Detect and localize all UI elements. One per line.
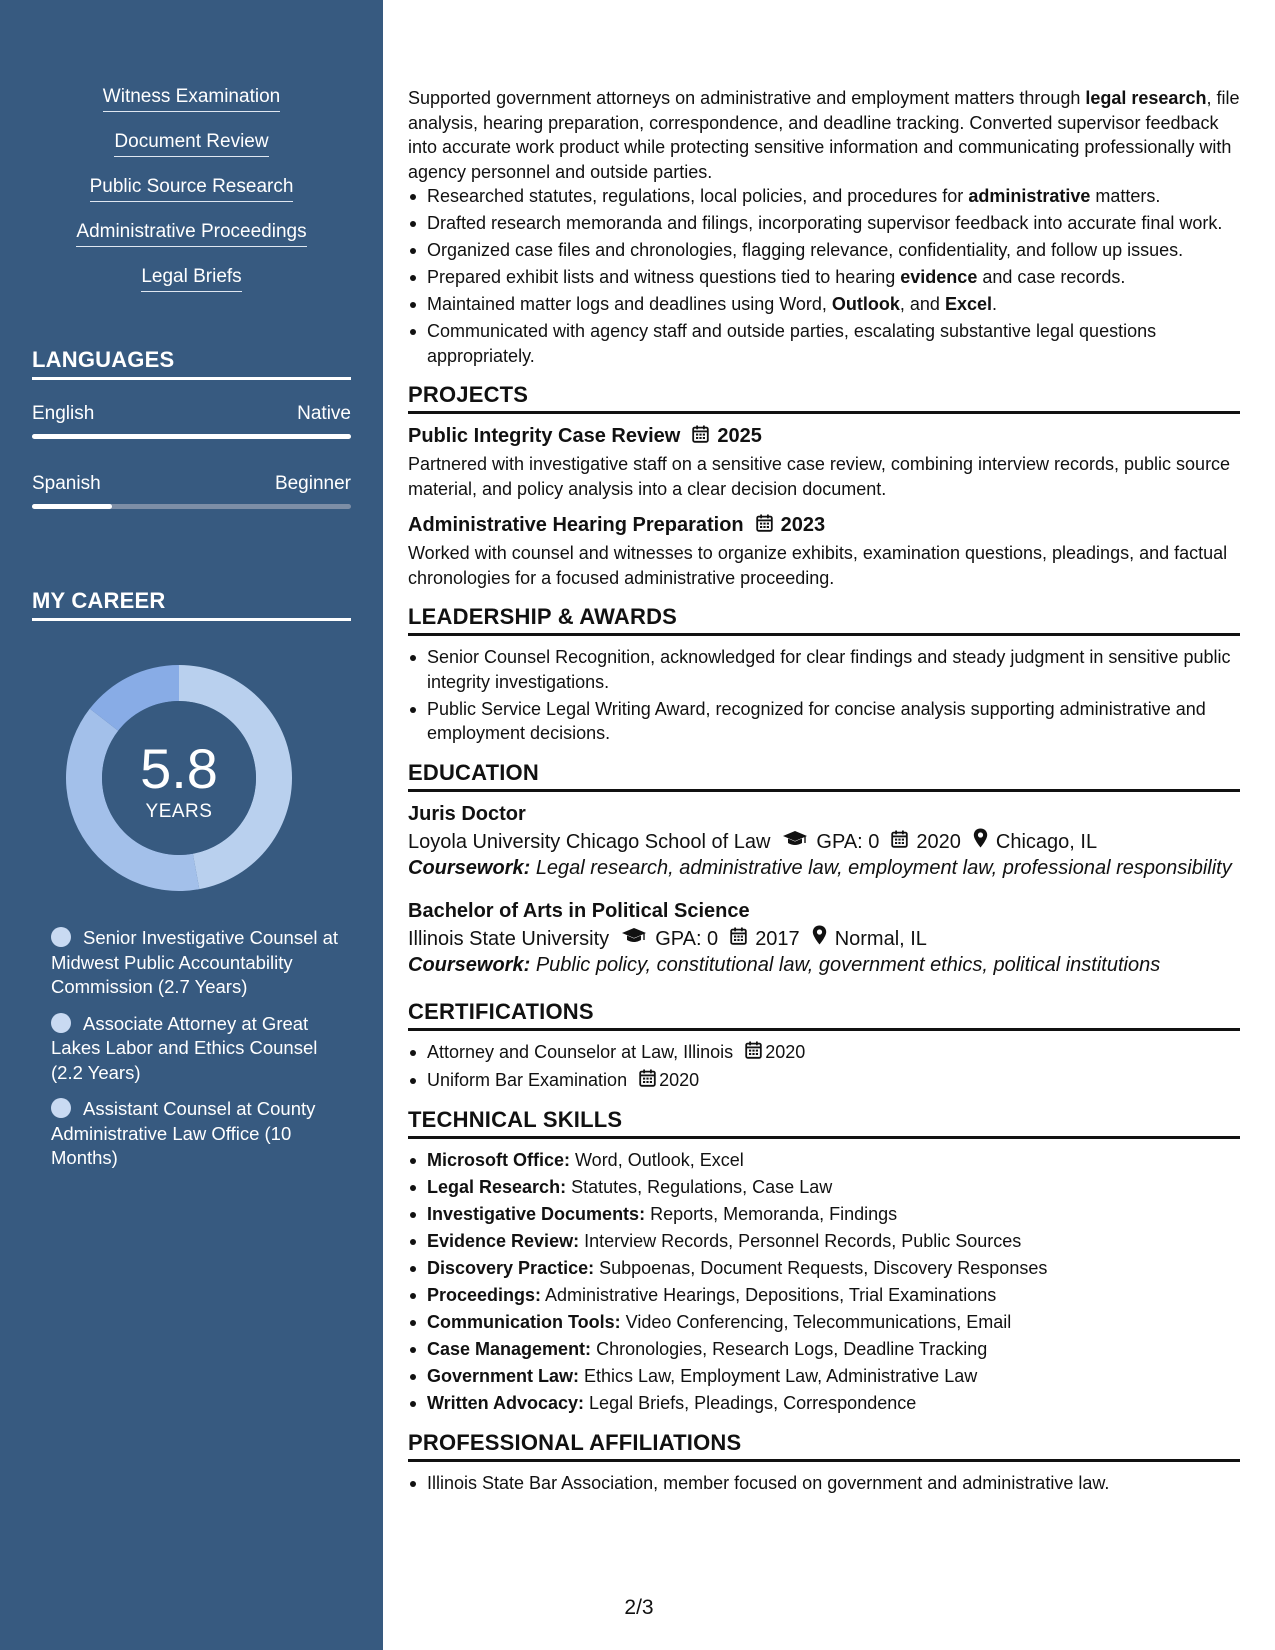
technical-skill-item <box>408 1310 1240 1335</box>
language-name: English <box>32 403 95 424</box>
text-run: Maintained matter logs and deadlines using Word, <box>427 294 832 314</box>
career-total-value: 5.8 <box>140 737 218 800</box>
coursework-label: Coursework: <box>408 856 531 879</box>
skill-item <box>0 221 383 266</box>
coursework-label: Coursework: <box>408 953 531 976</box>
education-item <box>408 898 1240 977</box>
coursework <box>408 953 1240 977</box>
text-run: Communicated with agency staff and outside parties, escalating substantive legal questions appropriately. <box>427 321 1157 366</box>
leadership-item: Senior Counsel Recognition, acknowledged for clear findings and steady judgment in sensitive public integrity investigations. <box>408 645 1240 694</box>
emphasis-text: evidence <box>900 267 978 287</box>
career-list <box>51 926 341 1183</box>
text-run: Supported government attorneys on administrative and employment matters through <box>408 88 1086 108</box>
gpa: GPA: 0 <box>816 830 880 853</box>
skill-values: Word, Outlook, Excel <box>570 1150 744 1170</box>
career-item-text: Senior Investigative Counsel at Midwest Public Accountability Commission (2.7 Years) <box>51 927 339 997</box>
skill-values: Administrative Hearings, Depositions, Trial Examinations <box>541 1285 997 1305</box>
text-run: Drafted research memoranda and filings, incorporating supervisor feedback into accurate final work. <box>427 213 1223 233</box>
certification-year: 2020 <box>659 1069 700 1090</box>
language-bar-fill <box>32 504 112 509</box>
experience-summary <box>408 86 1240 184</box>
skill-values: Legal Briefs, Pleadings, Correspondence <box>584 1393 917 1413</box>
skill-category: Discovery Practice: <box>427 1258 595 1278</box>
affiliation-item: Illinois State Bar Association, member focused on government and administrative law. <box>408 1471 1240 1496</box>
skill-label: Public Source Research <box>90 176 294 202</box>
career-heading: MY CAREER <box>32 588 351 621</box>
experience-bullet <box>408 238 1240 263</box>
career-item <box>51 1097 341 1171</box>
skill-category: Legal Research: <box>427 1177 567 1197</box>
experience-bullet <box>408 211 1240 236</box>
leadership-heading: LEADERSHIP & AWARDS <box>408 604 1240 636</box>
language-bar <box>32 434 351 439</box>
project-title-line <box>408 512 1240 539</box>
project-title: Public Integrity Case Review <box>408 425 681 447</box>
skill-category: Evidence Review: <box>427 1231 580 1251</box>
certification-item <box>408 1040 1240 1066</box>
experience-bullets <box>408 184 1240 368</box>
technical-skills-list <box>408 1148 1240 1416</box>
emphasis-text: administrative <box>968 186 1091 206</box>
education-item <box>408 801 1240 880</box>
coursework-text: Legal research, administrative law, employment law, professional responsibility <box>535 856 1232 879</box>
skill-values: Statutes, Regulations, Case Law <box>566 1177 833 1197</box>
language-row <box>32 403 351 425</box>
experience-bullet <box>408 184 1240 209</box>
project-year: 2023 <box>780 514 826 536</box>
education-location: Chicago, IL <box>995 830 1098 853</box>
experience-bullet <box>408 319 1240 368</box>
leadership-list <box>408 645 1240 746</box>
emphasis-text: legal research <box>1085 88 1207 108</box>
certification-item <box>408 1068 1240 1094</box>
text-run: , and <box>899 294 945 314</box>
emphasis-text: Outlook <box>831 294 900 314</box>
technical-skill-item <box>408 1256 1240 1281</box>
donut-center <box>66 665 292 891</box>
skill-label: Witness Examination <box>103 86 280 112</box>
text-run: Prepared exhibit lists and witness questions tied to hearing <box>427 267 901 287</box>
skill-item <box>0 131 383 176</box>
education-year: 2017 <box>755 927 800 950</box>
technical-skill-item <box>408 1283 1240 1308</box>
text-run: and case records. <box>977 267 1126 287</box>
project-year: 2025 <box>717 425 762 447</box>
project-title: Administrative Hearing Preparation <box>408 514 744 536</box>
language-name: Spanish <box>32 473 101 494</box>
skill-item <box>0 266 383 311</box>
coursework <box>408 856 1240 880</box>
technical-skill-item <box>408 1337 1240 1362</box>
career-item-text: Assistant Counsel at County Administrative Law Office (10 Months) <box>51 1098 316 1168</box>
language-bar-fill <box>32 434 351 439</box>
sidebar <box>0 0 383 1650</box>
skill-category: Proceedings: <box>427 1285 542 1305</box>
graduation-cap-icon <box>621 925 647 953</box>
career-item <box>51 926 341 1000</box>
text-run: , file analysis, hearing preparation, correspondence, and deadline tracking. Converted supervisor feedback into accurate work product while protecting sensitive information and communicating professionally with agency personnel and outside parties. <box>408 88 1240 182</box>
calendar-icon <box>745 1041 762 1066</box>
project-description: Partnered with investigative staff on a sensitive case review, combining interview records, public source material, and policy analysis into a clear decision document. <box>408 454 1231 499</box>
technical-skill-item <box>408 1391 1240 1416</box>
certifications-list <box>408 1040 1240 1094</box>
technical-skill-item <box>408 1148 1240 1173</box>
skill-values: Subpoenas, Document Requests, Discovery Responses <box>594 1258 1048 1278</box>
text-run: Organized case files and chronologies, flagging relevance, confidentiality, and follow up issues. <box>427 240 1184 260</box>
skill-category: Communication Tools: <box>427 1312 621 1332</box>
gpa: GPA: 0 <box>655 927 719 950</box>
language-row <box>32 473 351 495</box>
skill-label: Administrative Proceedings <box>76 221 306 247</box>
affiliations-list <box>408 1471 1240 1496</box>
calendar-icon <box>692 423 709 450</box>
project-title-line <box>408 423 1240 450</box>
page-number: 2/3 <box>624 1596 654 1619</box>
degree-title: Juris Doctor <box>408 802 526 825</box>
skill-values: Interview Records, Personnel Records, Public Sources <box>579 1231 1022 1251</box>
career-donut-chart <box>66 665 292 891</box>
calendar-icon <box>756 512 773 539</box>
graduation-cap-icon <box>782 828 808 856</box>
calendar-icon <box>639 1069 656 1094</box>
technical-skill-item <box>408 1229 1240 1254</box>
career-item-text: Associate Attorney at Great Lakes Labor and Ethics Counsel (2.2 Years) <box>51 1012 318 1083</box>
degree-line <box>408 801 1240 828</box>
technical-skill-item <box>408 1175 1240 1200</box>
project-item <box>408 423 1240 501</box>
certification-year: 2020 <box>765 1041 806 1062</box>
language-bar <box>32 504 351 509</box>
education-heading: EDUCATION <box>408 760 1240 792</box>
text-run: . <box>992 294 998 314</box>
projects-heading: PROJECTS <box>408 382 1240 414</box>
technical-skills-heading: TECHNICAL SKILLS <box>408 1107 1240 1139</box>
skill-label: Legal Briefs <box>141 266 241 292</box>
skill-label: Document Review <box>114 131 268 157</box>
experience-bullet <box>408 292 1240 317</box>
career-dot <box>51 1098 71 1118</box>
degree-line <box>408 898 1240 925</box>
skill-category: Written Advocacy: <box>427 1393 585 1413</box>
calendar-icon <box>730 925 747 953</box>
skill-item <box>0 86 383 131</box>
education-meta <box>408 828 1240 856</box>
skill-item <box>0 176 383 221</box>
emphasis-text: Excel <box>944 294 992 314</box>
skill-category: Investigative Documents: <box>427 1204 646 1224</box>
project-item <box>408 512 1240 590</box>
coursework-text: Public policy, constitutional law, government ethics, political institutions <box>535 953 1161 976</box>
map-pin-icon <box>812 925 827 953</box>
affiliations-heading: PROFESSIONAL AFFILIATIONS <box>408 1430 1240 1462</box>
skills-list <box>0 86 383 311</box>
leadership-item: Public Service Legal Writing Award, recognized for concise analysis supporting administrative and employment decisions. <box>408 697 1240 746</box>
skill-values: Ethics Law, Employment Law, Administrative Law <box>579 1366 978 1386</box>
language-level: Native <box>297 403 351 424</box>
main-content <box>408 86 1240 1498</box>
career-dot <box>51 927 71 947</box>
skill-category: Case Management: <box>427 1339 592 1359</box>
language-level: Beginner <box>274 473 351 494</box>
school-name: Loyola University Chicago School of Law <box>408 830 771 853</box>
skill-values: Chronologies, Research Logs, Deadline Tracking <box>591 1339 988 1359</box>
career-dot <box>51 1013 71 1033</box>
school-name: Illinois State University <box>408 927 610 950</box>
text-run: matters. <box>1090 186 1161 206</box>
education-meta <box>408 925 1240 953</box>
map-pin-icon <box>973 828 988 856</box>
career-item <box>51 1012 341 1086</box>
text-run: Researched statutes, regulations, local policies, and procedures for <box>427 186 969 206</box>
certifications-heading: CERTIFICATIONS <box>408 999 1240 1031</box>
skill-category: Government Law: <box>427 1366 580 1386</box>
technical-skill-item <box>408 1364 1240 1389</box>
skill-values: Video Conferencing, Telecommunications, Email <box>620 1312 1012 1332</box>
skill-values: Reports, Memoranda, Findings <box>645 1204 898 1224</box>
project-description: Worked with counsel and witnesses to organize exhibits, examination questions, pleadings, and factual chronologies for a focused administrative proceeding. <box>408 543 1228 588</box>
skill-category: Microsoft Office: <box>427 1150 571 1170</box>
degree-title: Bachelor of Arts in Political Science <box>408 899 750 922</box>
education-year: 2020 <box>916 830 961 853</box>
languages-heading: LANGUAGES <box>32 347 351 380</box>
education-location: Normal, IL <box>834 927 927 950</box>
certification-name: Uniform Bar Examination <box>427 1069 628 1090</box>
certification-name: Attorney and Counselor at Law, Illinois <box>427 1041 734 1062</box>
technical-skill-item <box>408 1202 1240 1227</box>
experience-bullet <box>408 265 1240 290</box>
calendar-icon <box>891 828 908 856</box>
career-total-unit: YEARS <box>145 801 213 822</box>
